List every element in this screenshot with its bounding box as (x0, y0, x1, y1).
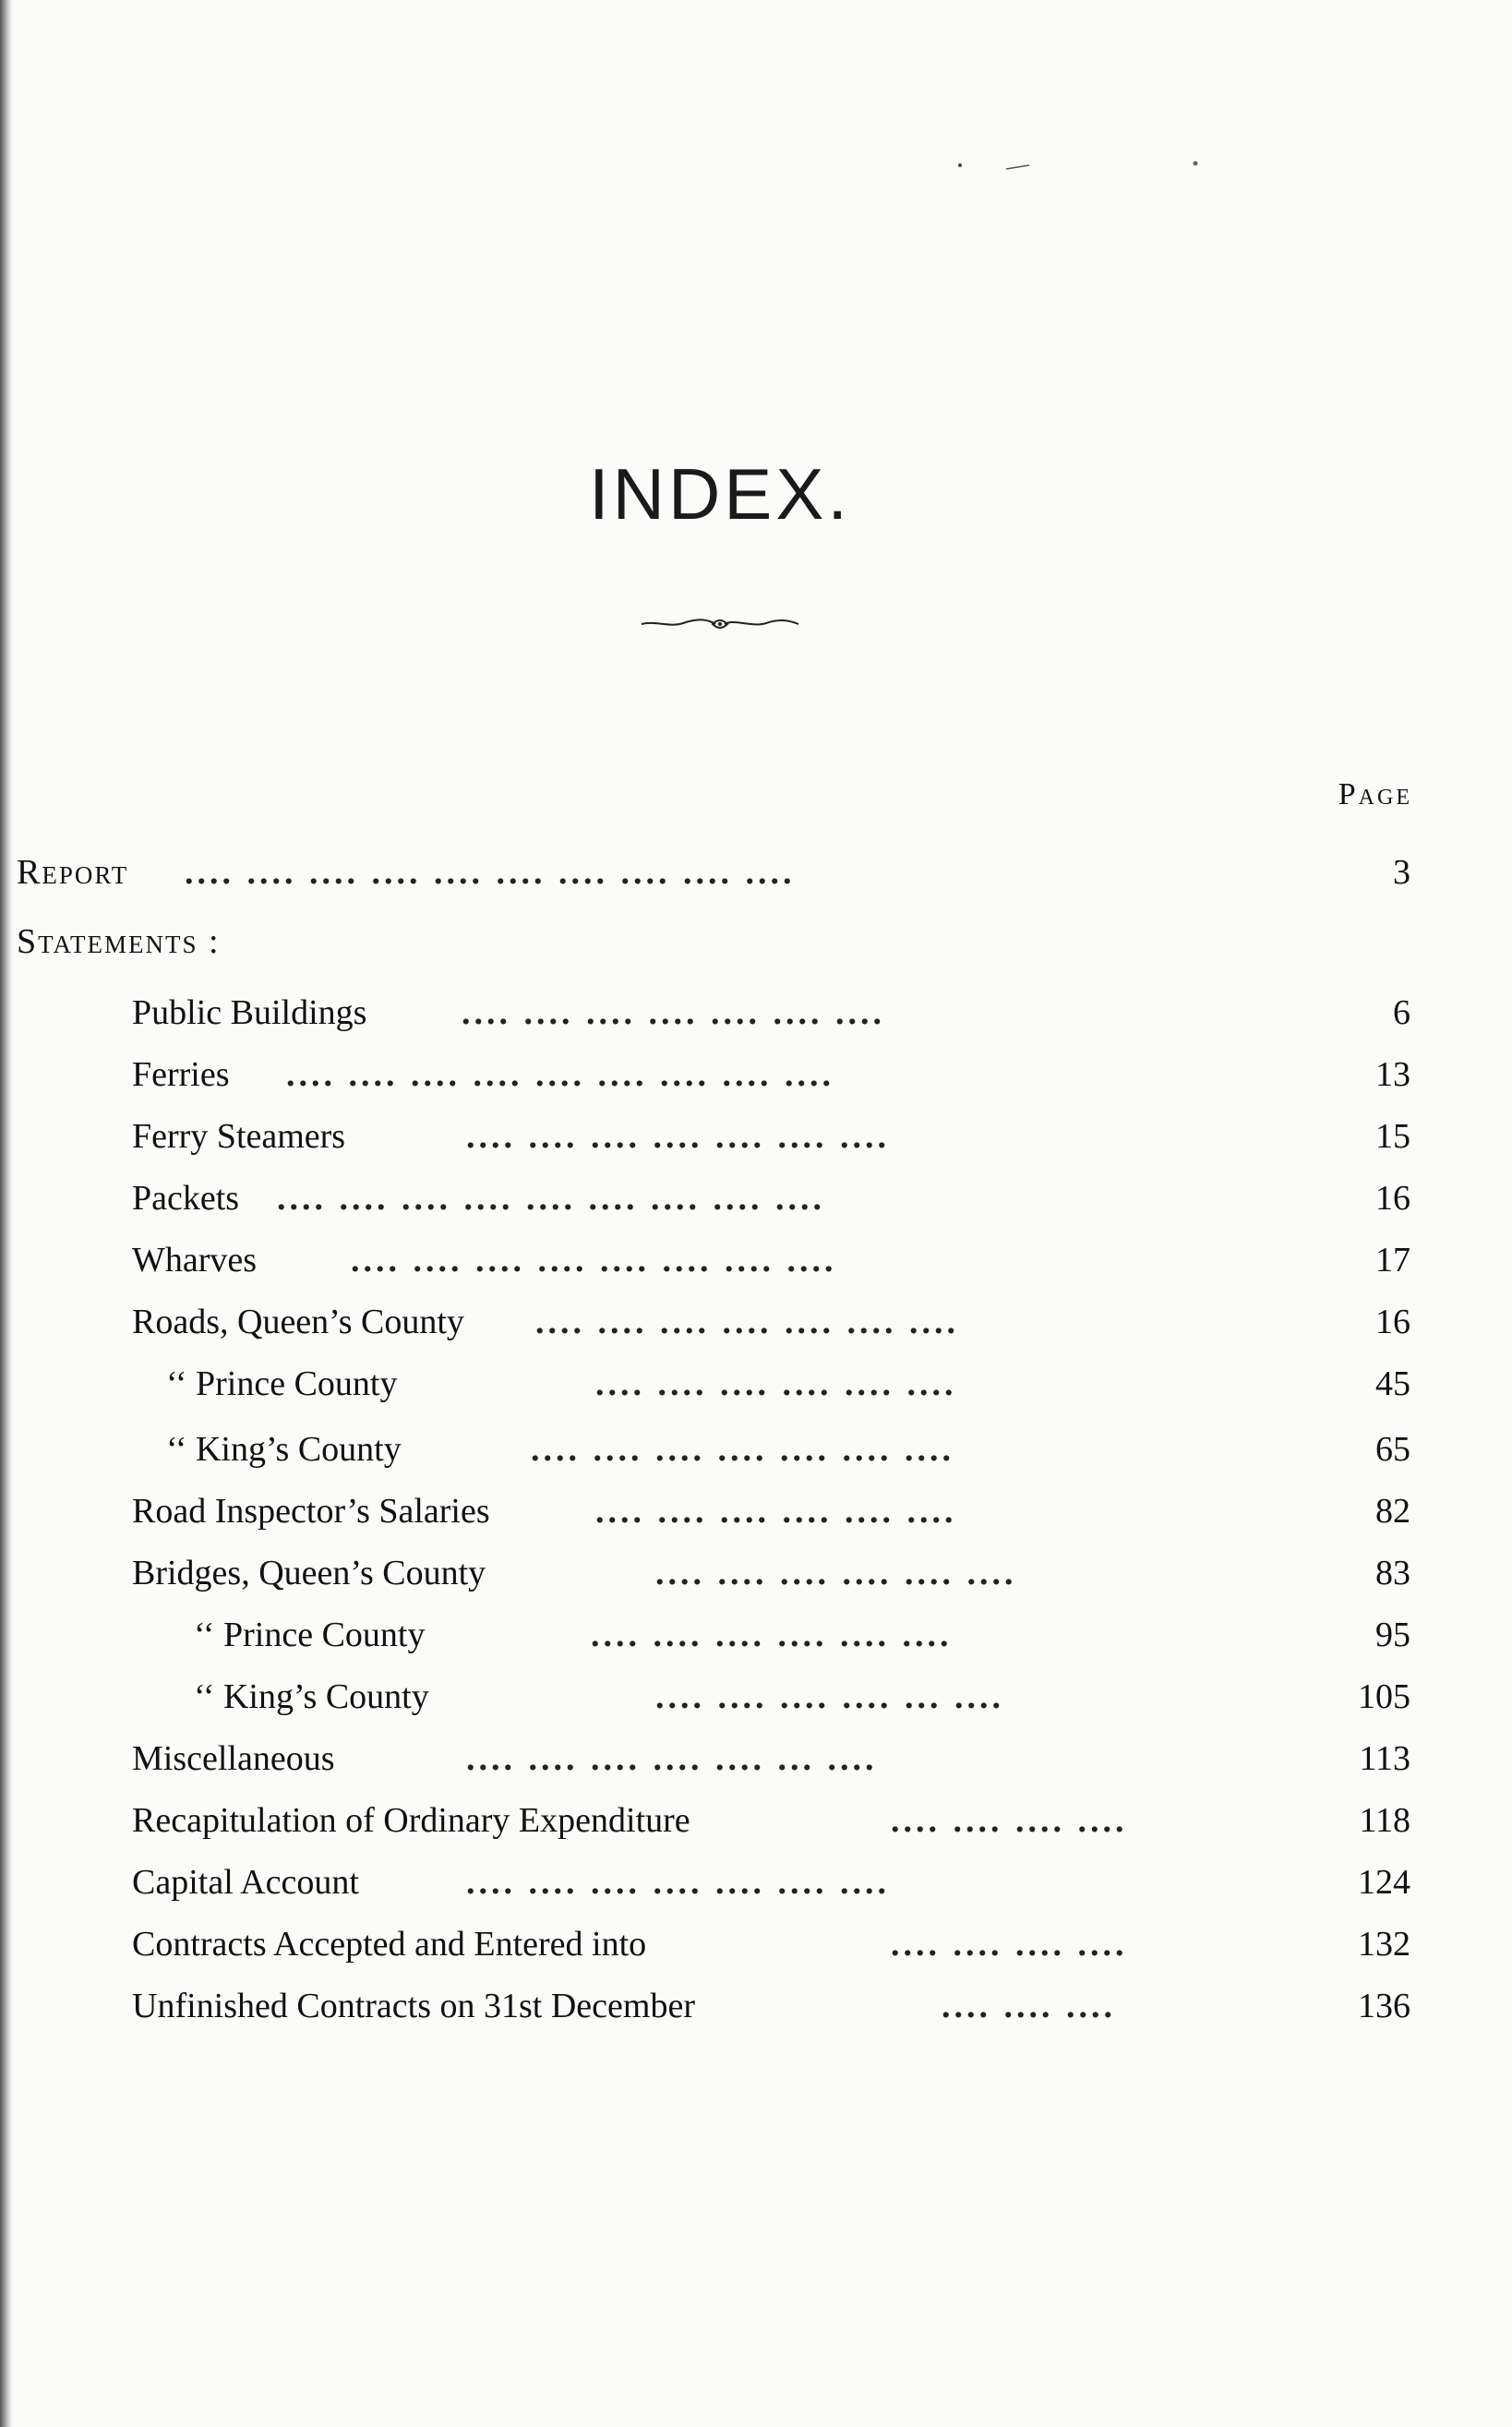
leader-dots: .... .... .... .... (891, 1801, 1128, 1840)
stray-marks (951, 152, 1209, 180)
entry-page: 82 (1375, 1492, 1410, 1531)
leader-dots: .... .... .... .... .... .... (591, 1616, 953, 1654)
entry-label: Recapitulation of Ordinary Expenditure (132, 1801, 690, 1840)
entry-page: 16 (1375, 1179, 1410, 1218)
index-entry (0, 1047, 1512, 1102)
entry-page: 17 (1375, 1241, 1410, 1280)
entry-label: ‘‘ Prince County (166, 1364, 398, 1403)
entry-label: Contracts Accepted and Entered into (132, 1925, 647, 1964)
entry-page: 15 (1375, 1117, 1410, 1156)
leader-dots: .... .... .... .... .... .... .... (466, 1863, 890, 1902)
entry-label: ‘‘ King’s County (166, 1430, 402, 1469)
entry-label: Packets (132, 1179, 240, 1218)
leader-dots: .... .... .... .... .... .... .... .... .... (286, 1055, 834, 1094)
index-entry (0, 1294, 1512, 1350)
section-label: Statements : (17, 922, 221, 961)
index-entry (0, 1855, 1512, 1910)
leader-dots: .... .... .... .... ... .... (655, 1677, 1004, 1716)
leader-dots: .... .... .... .... .... .... (595, 1492, 957, 1531)
entry-label: Unfinished Contracts on 31st December (132, 1987, 695, 2025)
entry-page: 124 (1358, 1863, 1410, 1902)
index-entry (0, 1607, 1512, 1663)
entry-label: Ferries (132, 1055, 230, 1094)
entry-page: 113 (1359, 1739, 1410, 1778)
leader-dots: .... .... .... .... .... .... (595, 1364, 957, 1403)
index-entry (0, 1484, 1512, 1539)
entry-label: Ferry Steamers (132, 1117, 346, 1156)
entry-label: Miscellaneous (132, 1739, 335, 1778)
leader-dots: .... .... .... .... .... .... .... (531, 1430, 954, 1469)
entry-label: ‘‘ King’s County (194, 1677, 429, 1716)
entry-label: Report (17, 853, 129, 892)
entry-page: 136 (1358, 1987, 1410, 2025)
index-entry (0, 1793, 1512, 1848)
leader-dots: .... .... .... .... .... ... .... (466, 1739, 878, 1778)
index-entry-report (0, 845, 1512, 900)
index-entry (0, 1731, 1512, 1786)
entry-page: 118 (1359, 1801, 1410, 1840)
leader-dots: .... .... .... .... .... .... (655, 1554, 1017, 1592)
index-section-statements (0, 914, 1512, 969)
index-entry (0, 1669, 1512, 1724)
entry-page: 65 (1375, 1430, 1410, 1469)
entry-page: 105 (1358, 1677, 1410, 1716)
index-entry (0, 1545, 1512, 1601)
entry-page: 95 (1375, 1616, 1410, 1654)
entry-label: ‘‘ Prince County (194, 1616, 426, 1654)
entry-label: Public Buildings (132, 993, 367, 1032)
entry-label: Road Inspector’s Salaries (132, 1492, 490, 1531)
index-entry (0, 1171, 1512, 1226)
entry-page: 83 (1375, 1554, 1410, 1592)
entry-page: 6 (1393, 993, 1410, 1032)
leader-dots: .... .... .... .... .... .... .... .... .... (277, 1179, 825, 1218)
entry-page: 16 (1375, 1303, 1410, 1341)
leader-dots: .... .... .... .... .... .... .... (462, 993, 885, 1032)
entry-page: 3 (1393, 853, 1410, 892)
index-entry (0, 1978, 1512, 2034)
index-entry (0, 985, 1512, 1040)
leader-dots: .... .... .... .... .... .... .... (466, 1117, 890, 1156)
index-entry (0, 1422, 1512, 1477)
index-entry (0, 1356, 1512, 1412)
page-column-heading: Page (1338, 777, 1412, 811)
entry-label: Capital Account (132, 1863, 359, 1902)
leader-dots: .... .... .... .... (891, 1925, 1128, 1964)
entry-label: Roads, Queen’s County (132, 1303, 464, 1341)
index-entry (0, 1232, 1512, 1288)
entry-label: Wharves (132, 1241, 258, 1280)
entry-label: Bridges, Queen’s County (132, 1554, 486, 1592)
leader-dots: .... .... .... .... .... .... .... (535, 1303, 959, 1341)
page-title: INDEX. (588, 453, 852, 535)
decorative-flourish-icon (637, 611, 803, 637)
leader-dots: .... .... .... .... .... .... .... .... .... .... (185, 853, 796, 892)
leader-dots: .... .... .... .... .... .... .... .... (351, 1241, 837, 1280)
entry-page: 132 (1358, 1925, 1410, 1964)
index-entry (0, 1916, 1512, 1972)
entry-page: 13 (1375, 1055, 1410, 1094)
entry-page: 45 (1375, 1364, 1410, 1403)
leader-dots: .... .... .... (942, 1987, 1116, 2025)
index-entry (0, 1109, 1512, 1164)
